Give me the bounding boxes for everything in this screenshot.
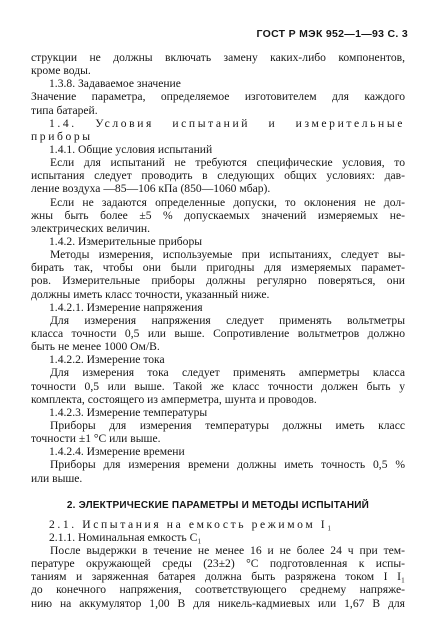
text-line: типа батарей. xyxy=(31,103,98,117)
text-line: Приборы для измерения времени должны иметь точность 0,5 % xyxy=(50,458,405,472)
text-line: класса точности 0,5 или выше. Сопротивление вольтметров должно xyxy=(31,326,405,340)
text-line: ров. Измерительные приборы должны регулярно поверяться, они xyxy=(31,274,405,288)
text-line: точности 0,5 или выше. Такой же класс точности должен быть у xyxy=(31,379,405,393)
text-line: Приборы для измерения температуры должны иметь класс xyxy=(50,418,405,432)
subsection-heading: 2.1.1. Номинальная емкость C₁ xyxy=(49,530,202,544)
text-line: точности ±1 °С или выше. xyxy=(31,432,161,446)
text-line: нию на аккумулятор 1,00 В для никель-кадмиевых или 1,67 В для xyxy=(31,596,405,610)
subsection-heading: 1.4.2.3. Измерение температуры xyxy=(49,405,208,419)
text-line: быть не менее 1000 Ом/В. xyxy=(31,340,160,354)
text-line: Методы измерения, используемые при испытаниях, следует вы- xyxy=(50,248,405,262)
text-line: таниям и заряженная батарея должна быть разряжена током I I₁ xyxy=(31,570,405,584)
text-line: испытания следует проводить в следующих общих условиях: дав- xyxy=(31,169,405,183)
text-line: пературе окружающей среды (23±2) °С подготовленная к испы- xyxy=(31,557,405,571)
subsection-heading: 1.4.2.1. Измерение напряжения xyxy=(49,300,203,314)
subsection-heading: 1.4.2.2. Измерение тока xyxy=(49,353,165,367)
text-line: Значение параметра, определяемое изготовителем для каждого xyxy=(31,90,405,104)
chapter-heading: 2. ЭЛЕКТРИЧЕСКИЕ ПАРАМЕТРЫ И МЕТОДЫ ИСПЫТАНИЙ xyxy=(66,499,370,511)
text-line: или выше. xyxy=(31,471,83,485)
subsection-heading: 1.4.1. Общие условия испытаний xyxy=(49,142,213,156)
running-header: ГОСТ Р МЭК 952—1—93 С. 3 xyxy=(256,28,408,40)
section-heading: 2.1. Испытания на емкость режимом I₁ xyxy=(49,517,334,531)
text-line: Если для испытаний не требуются специфические условия, то xyxy=(50,156,405,170)
text-line: После выдержки в течение не менее 16 и не более 24 ч при тем- xyxy=(50,544,405,558)
text-line: ление воздуха —85—106 кПа (850—1060 мбар). xyxy=(31,182,271,196)
text-line: Для измерения напряжения следует применять вольтметры xyxy=(50,313,405,327)
text-line: бирать так, чтобы они были пригодны для измеряемых парамет- xyxy=(31,261,405,275)
text-line: до конечного напряжения, соответствующего среднему напряже- xyxy=(31,583,405,597)
subsection-heading: 1.3.8. Задаваемое значение xyxy=(49,77,181,91)
text-line: кроме воды. xyxy=(31,64,91,78)
text-line: электрических величин. xyxy=(31,221,151,235)
text-line: струкции не должны включать замену каких-либо компонентов, xyxy=(31,51,405,64)
subsection-heading: 1.4.2. Измерительные приборы xyxy=(49,234,203,248)
section-heading-cont: приборы xyxy=(31,129,93,143)
text-line: Для измерения тока следует применять амперметры класса xyxy=(50,366,405,380)
subsection-heading: 1.4.2.4. Измерение времени xyxy=(49,445,185,459)
text-line: Если не задаются определенные допуски, то оклонения не дол- xyxy=(50,195,405,209)
section-heading: 1.4. Условия испытаний и измерительные xyxy=(49,116,405,130)
spacer xyxy=(31,485,405,499)
text-line: жны быть более ±5 % допускаемых значений измеряемых не- xyxy=(31,208,405,222)
text-line: должны иметь класс точности, указанный ниже. xyxy=(31,287,270,301)
text-line: комплекта, состоящего из амперметра, шунта и проводов. xyxy=(31,392,317,406)
document-body xyxy=(31,51,405,610)
